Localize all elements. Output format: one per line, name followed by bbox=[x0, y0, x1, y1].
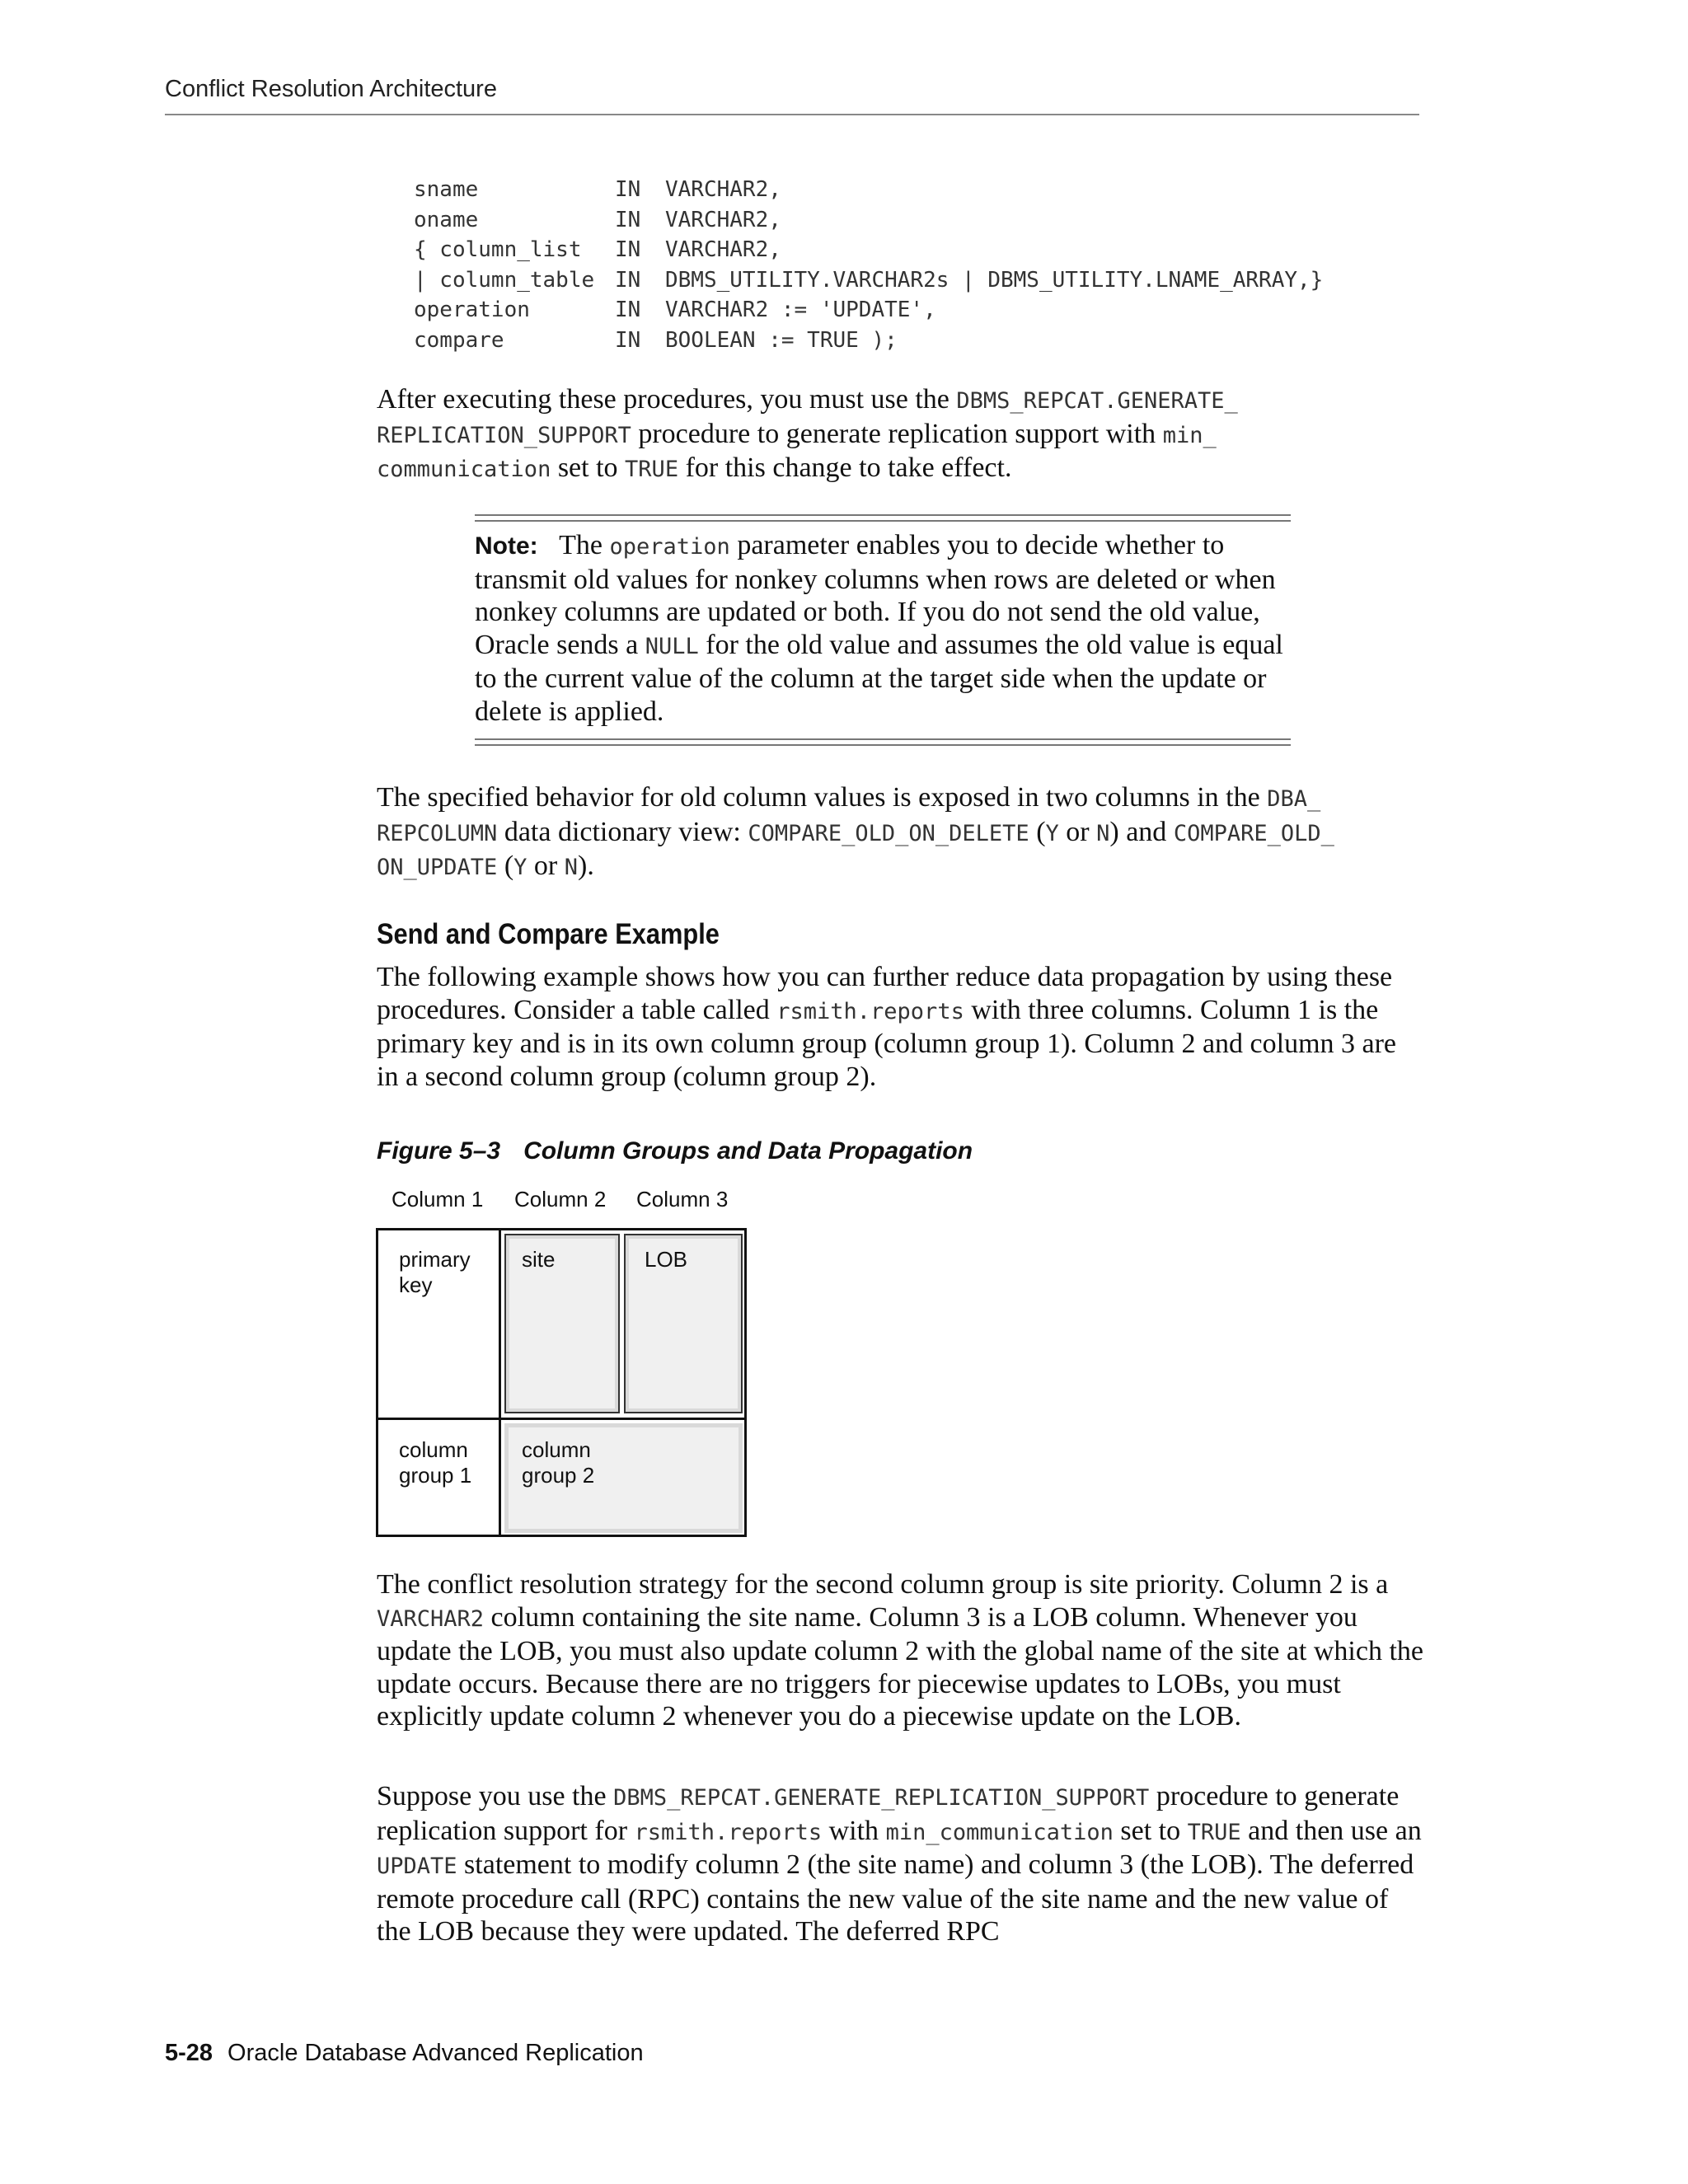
param-mode: IN bbox=[615, 298, 641, 323]
param-name: oname bbox=[414, 207, 479, 232]
code-line bbox=[414, 295, 1323, 326]
page-footer bbox=[165, 2040, 644, 2067]
column-header-2: Column 2 bbox=[514, 1187, 607, 1212]
note-top-rule bbox=[475, 514, 1291, 522]
param-name: compare bbox=[414, 327, 504, 353]
param-name: { column_list bbox=[414, 237, 582, 263]
figure-number: Figure 5–3 bbox=[377, 1137, 501, 1165]
code-line bbox=[414, 265, 1323, 296]
param-mode: IN bbox=[615, 237, 641, 263]
param-type: VARCHAR2, bbox=[665, 237, 781, 263]
column-header-3: Column 3 bbox=[636, 1187, 729, 1212]
param-type: VARCHAR2, bbox=[665, 177, 781, 202]
column-group-1-label: column group 1 bbox=[399, 1437, 472, 1488]
code-line bbox=[414, 235, 1323, 265]
param-mode: IN bbox=[615, 327, 641, 353]
param-mode: IN bbox=[615, 207, 641, 232]
param-type: BOOLEAN := TRUE ); bbox=[665, 327, 898, 353]
param-type: DBMS_UTILITY.VARCHAR2s | DBMS_UTILITY.LNAME_ARRAY,} bbox=[665, 267, 1324, 293]
section-heading: Send and Compare Example bbox=[377, 918, 720, 950]
param-type: VARCHAR2, bbox=[665, 207, 781, 232]
header-rule bbox=[165, 114, 1419, 115]
paragraph-site-priority: The conflict resolution strategy for the second column group is site priority. Column 2 is a VARCHAR2 column containing the site name. Column 3 is a LOB column. Whenever you update the LOB, you must also update column 2 with the global name of the site at which the update occurs. Because there are no triggers for piecewise updates to LOBs, you must explicitly update column 2 whenever you do a piecewise update on the LOB. bbox=[377, 1569, 1424, 1732]
code-line bbox=[414, 205, 1323, 236]
note-box: Note: The operation parameter enables you to decide whether to transmit old values for nonkey columns when rows are deleted or when nonkey columns are updated or both. If you do not send the old value, Oracle sends a NULL for the old value and assumes the old value is equal to the current value of the column at the target side when the update or delete is applied. bbox=[475, 530, 1283, 727]
paragraph-generate-support: After executing these procedures, you must use the DBMS_REPCAT.GENERATE_ REPLICATION_SUPPORT procedure to generate replication support with min_ communication set to TRUE for this change to take effect. bbox=[377, 384, 1238, 483]
book-title: Oracle Database Advanced Replication bbox=[227, 2040, 644, 2066]
note-bottom-rule bbox=[475, 738, 1291, 746]
paragraph-example-intro: The following example shows how you can further reduce data propagation by using these procedures. Consider a table called rsmith.reports with three columns. Column 1 is the primary key and is in its own column group (column group 1). Column 2 and column 3 are in a second column group (column group 2). bbox=[377, 962, 1397, 1092]
param-mode: IN bbox=[615, 267, 641, 293]
param-mode: IN bbox=[615, 177, 641, 202]
note-label: Note: bbox=[475, 532, 538, 560]
primary-key-label: primary key bbox=[399, 1247, 471, 1297]
paragraph-deferred-rpc: Suppose you use the DBMS_REPCAT.GENERATE_REPLICATION_SUPPORT procedure to generate replication support for rsmith.reports with min_communication set to TRUE and then use an UPDATE statement to modify column 2 (the site name) and column 3 (the LOB). The deferred remote procedure call (RPC) contains the new value of the site name and the new value of the LOB because they were updated. The deferred RPC bbox=[377, 1781, 1422, 1947]
paragraph-old-column-values: The specified behavior for old column values is exposed in two columns in the DBA_ REPCOLUMN data dictionary view: COMPARE_OLD_ON_DELETE (Y or N) and COMPARE_OLD_ ON_UPDATE (Y or N). bbox=[377, 782, 1334, 881]
code-block bbox=[414, 175, 1323, 356]
figure-title: Column Groups and Data Propagation bbox=[523, 1137, 973, 1165]
divider-horizontal bbox=[376, 1418, 747, 1420]
column-group-2-label: column group 2 bbox=[522, 1437, 595, 1488]
figure-caption bbox=[377, 1137, 973, 1165]
page-number: 5-28 bbox=[165, 2040, 213, 2066]
param-name: sname bbox=[414, 177, 479, 202]
lob-label: LOB bbox=[645, 1247, 688, 1272]
divider-vertical-1 bbox=[499, 1228, 501, 1537]
param-name: operation bbox=[414, 298, 530, 323]
param-name: | column_table bbox=[414, 267, 595, 293]
site-label: site bbox=[522, 1247, 556, 1272]
param-type: VARCHAR2 := 'UPDATE', bbox=[665, 298, 936, 323]
running-header: Conflict Resolution Architecture bbox=[165, 76, 497, 102]
code-line bbox=[414, 175, 1323, 205]
column-header-1: Column 1 bbox=[392, 1187, 484, 1212]
code-line bbox=[414, 326, 1323, 356]
